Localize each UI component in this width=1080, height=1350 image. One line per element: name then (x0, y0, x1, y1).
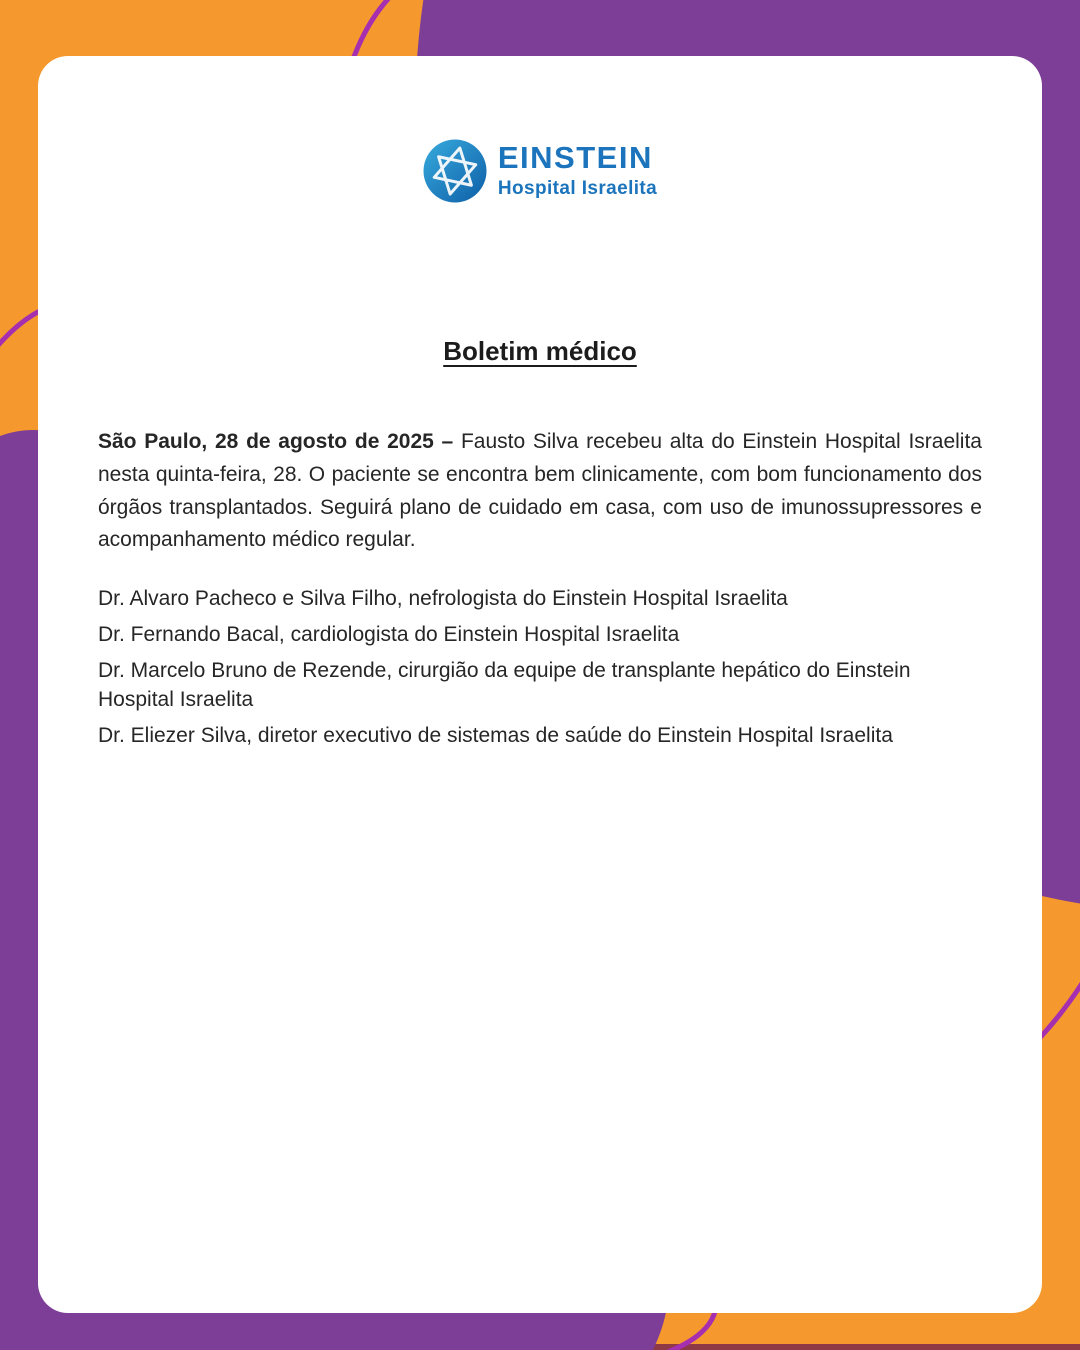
signatory-line: Dr. Eliezer Silva, diretor executivo de sistemas de saúde do Einstein Hospital Israelita (98, 724, 893, 747)
bulletin-card (38, 56, 1042, 1313)
maroon-bottom-line (634, 1344, 1080, 1350)
signatory-list (98, 584, 982, 757)
logo-subtitle: Hospital Israelita (497, 177, 658, 199)
star-of-david-globe-icon (423, 139, 487, 203)
bulletin-dateline: São Paulo, 28 de agosto de 2025 – (98, 430, 461, 453)
signatory-line: Dr. Alvaro Pacheco e Silva Filho, nefrologista do Einstein Hospital Israelita (98, 587, 788, 610)
bulletin-paragraph (98, 426, 982, 557)
signatory-line: Dr. Marcelo Bruno de Rezende, cirurgião da equipe de transplante hepático do Einstein Hospital Israelita (98, 659, 911, 711)
logo-wordmark (498, 142, 657, 200)
hospital-logo (38, 139, 1042, 203)
signatory-line: Dr. Fernando Bacal, cardiologista do Einstein Hospital Israelita (98, 623, 680, 646)
bulletin-body-text: Fausto Silva recebeu alta do Einstein Hospital Israelita nesta quinta-feira, 28. O paciente se encontra bem clinicamente, com bom funcionamento dos órgãos transplantados. Seguirá plano de cuidado em casa, com uso de imunossupressores e acompanhamento médico regular. (98, 430, 982, 552)
logo-brand-name: EINSTEIN (497, 140, 653, 176)
bulletin-title: Boletim médico (443, 336, 637, 366)
